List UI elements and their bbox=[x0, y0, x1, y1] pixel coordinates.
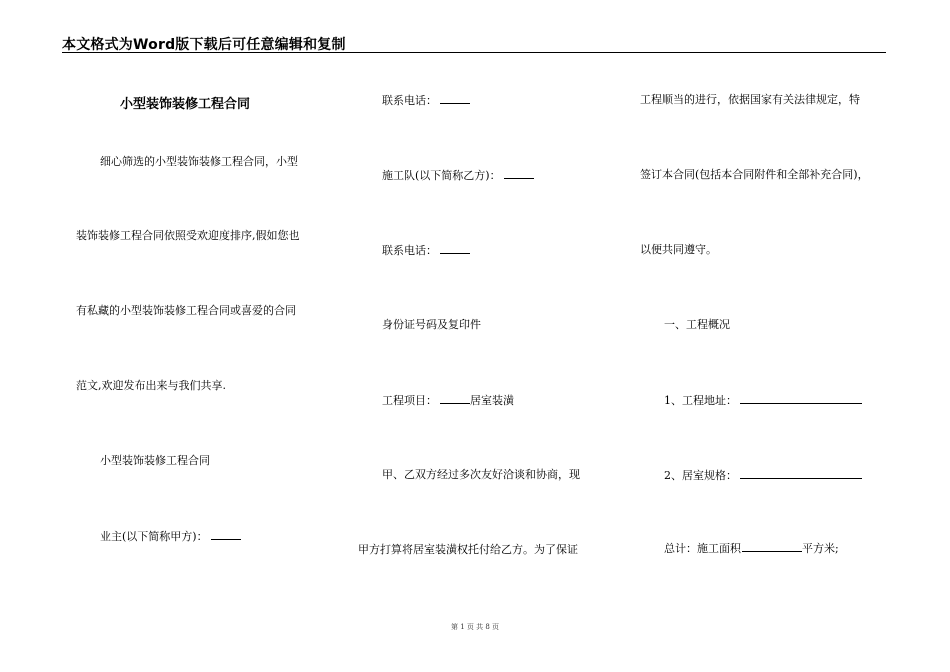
address-line bbox=[664, 393, 862, 408]
area-blank bbox=[742, 541, 802, 552]
phone-blank-1 bbox=[440, 93, 470, 104]
phone-blank-2 bbox=[440, 243, 470, 254]
room-spec-blank bbox=[740, 468, 862, 479]
right-line-1: 工程顺当的进行，依据国家有关法律规定，特 bbox=[640, 93, 860, 106]
intro-line-2: 装饰装修工程合同依照受欢迎度排序,假如您也 bbox=[76, 229, 300, 242]
right-line-3: 以便共同遵守。 bbox=[640, 243, 717, 256]
contractor-blank bbox=[504, 168, 534, 179]
contract-title: 小型装饰装修工程合同 bbox=[120, 97, 251, 112]
project-label: 工程项目： bbox=[382, 394, 437, 407]
document-header-title: 本文格式为Word版下载后可任意编辑和复制 bbox=[62, 37, 346, 53]
project-line bbox=[382, 393, 514, 408]
area-label: 总计：施工面积 bbox=[664, 542, 741, 555]
contact-phone-line-2 bbox=[382, 243, 470, 258]
address-blank bbox=[740, 393, 862, 404]
address-label: 1、工程地址： bbox=[664, 394, 737, 407]
owner-party-label: 业主(以下简称甲方)： bbox=[100, 530, 208, 543]
agreement-line-1: 甲、乙双方经过多次友好洽谈和协商，现 bbox=[382, 468, 580, 481]
id-card-line: 身份证号码及复印件 bbox=[382, 318, 481, 331]
owner-blank bbox=[211, 529, 241, 540]
right-line-2: 签订本合同(包括本合同附件和全部补充合同)， bbox=[640, 168, 869, 181]
room-spec-line bbox=[664, 468, 862, 483]
section-heading-overview: 一、工程概况 bbox=[664, 318, 730, 331]
header-divider bbox=[62, 52, 886, 53]
project-blank bbox=[440, 393, 470, 404]
page-number: 第 1 页 共 8 页 bbox=[450, 623, 500, 631]
intro-line-1: 细心筛选的小型装饰装修工程合同，小型 bbox=[100, 155, 298, 168]
contact-phone-label-1: 联系电话： bbox=[382, 94, 437, 107]
subtitle: 小型装饰装修工程合同 bbox=[100, 454, 210, 467]
intro-line-3: 有私藏的小型装饰装修工程合同或喜爱的合同 bbox=[76, 304, 296, 317]
contractor-line bbox=[382, 168, 534, 183]
contact-phone-line-1 bbox=[382, 93, 470, 108]
intro-line-4: 范文,欢迎发布出来与我们共享. bbox=[76, 379, 226, 392]
room-spec-label: 2、居室规格： bbox=[664, 469, 737, 482]
agreement-line-2: 甲方打算将居室装潢权托付给乙方。为了保证 bbox=[358, 543, 578, 556]
owner-party-line bbox=[100, 529, 241, 544]
contact-phone-label-2: 联系电话： bbox=[382, 244, 437, 257]
contractor-label: 施工队(以下简称乙方)： bbox=[382, 169, 501, 182]
area-unit: 平方米; bbox=[802, 542, 839, 555]
project-value: 居室装潢 bbox=[470, 394, 514, 407]
area-line bbox=[664, 541, 839, 556]
